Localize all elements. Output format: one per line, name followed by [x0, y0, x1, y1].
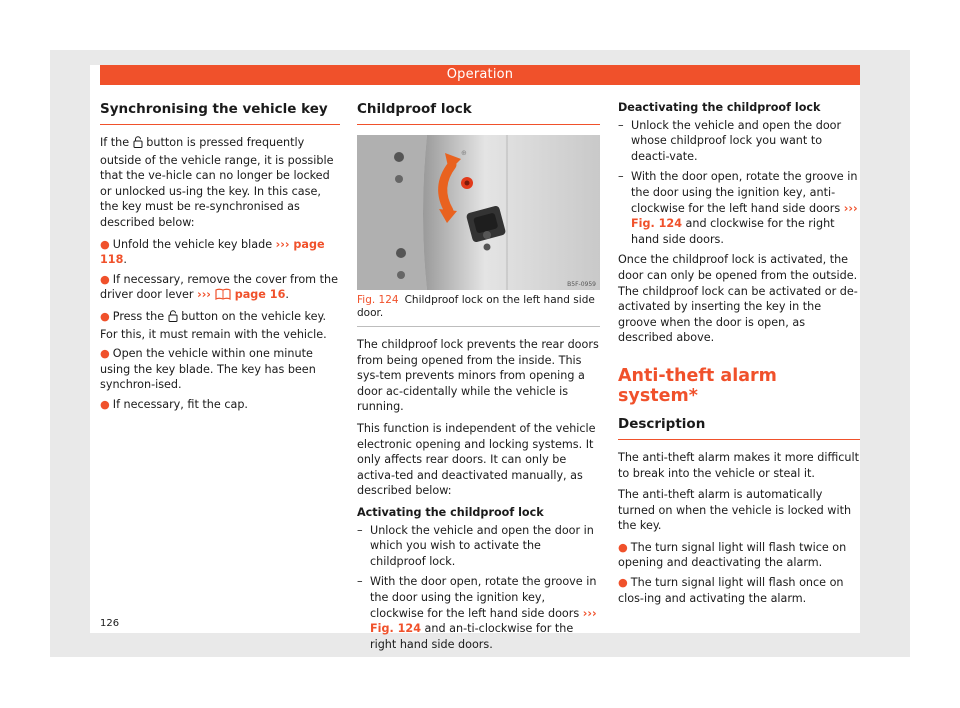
step-activate-unlock: – Unlock the vehicle and open the door in which you wish to activate the childproof lock.: [357, 523, 600, 570]
list-item-remove-cover: ● If necessary, remove the cover from the driver door lever ››› page 16.: [100, 272, 340, 305]
list-item-open-vehicle: ● Open the vehicle within one minute using the key blade. The key has been synchron-ised.: [100, 347, 316, 392]
heading-anti-theft-alarm: Anti-theft alarm system*: [618, 365, 777, 406]
list-item-unfold-blade: ● Unfold the vehicle key blade ››› page 118.: [100, 237, 325, 267]
bullet-icon: ●: [618, 540, 628, 554]
unlock-icon: [168, 310, 178, 327]
paragraph-childproof-intro: The childproof lock prevents the rear doors from being opened from the inside. This sys-tem prevents minors from opening a door ac-cidentally while the vehicle is running.: [357, 338, 599, 414]
section-header: Operation: [100, 65, 860, 85]
list-item-fit-cap: ● If necessary, fit the cap.: [100, 397, 248, 411]
heading-activating: Activating the childproof lock: [357, 505, 544, 519]
bullet-icon: ●: [618, 576, 628, 590]
heading-synchronising: Synchronising the vehicle key: [100, 101, 340, 125]
column-deactivating-alarm: [618, 95, 860, 610]
paragraph-childproof-activated: Once the childproof lock is activated, the door can only be opened from the outside. The childproof lock can be activated or de-activated by inserting the key in the groove when the door is open, as described above.: [618, 253, 858, 345]
svg-text:⊕: ⊕: [461, 149, 467, 157]
door-lock-illustration: [357, 135, 600, 290]
paragraph-childproof-function: This function is independent of the vehicle electronic opening and locking systems. It only affects rear doors. It can only be activa-ted and deactivated manually, as described below:: [357, 421, 596, 498]
step-deactivate-unlock: – Unlock the vehicle and open the door whose childproof lock you want to deacti-vate.: [618, 118, 860, 165]
figure-link-124[interactable]: ››› Fig. 124: [631, 201, 858, 231]
step-deactivate-rotate: – With the door open, rotate the groove in the door using the ignition key, anti-clockwise for the left hand side doors ››› Fig. 124 and clockwise for the right hand side doors.: [618, 169, 860, 247]
figure-link-124[interactable]: ››› Fig. 124: [370, 606, 597, 636]
list-item-press-button: ● Press the button on the vehicle key. For this, it must remain with the vehicle.: [100, 309, 327, 341]
bullet-icon: ●: [100, 309, 110, 323]
heading-childproof-lock: Childproof lock: [357, 101, 600, 125]
step-activate-rotate: – With the door open, rotate the groove in the door using the ignition key, clockwise for the left hand side doors ››› Fig. 124 and an-ti-clockwise for the right hand side doors.: [357, 574, 600, 652]
list-item-flash-twice: ● The turn signal light will flash twice on opening and deactivating the alarm.: [618, 540, 847, 570]
column-synchronising: [100, 95, 340, 417]
heading-deactivating: Deactivating the childproof lock: [618, 101, 821, 114]
heading-description: Description: [618, 416, 860, 440]
figure-caption: Fig. 124 Childproof lock on the left hand side door.: [357, 294, 600, 327]
bullet-icon: ●: [100, 347, 110, 361]
list-item-flash-once: ● The turn signal light will flash once on clos-ing and activating the alarm.: [618, 576, 844, 605]
page-link-16[interactable]: ››› page 16: [197, 288, 285, 301]
paragraph-alarm-purpose: The anti-theft alarm makes it more difficult to break into the vehicle or steal it.: [618, 450, 860, 480]
figure-label: Fig. 124: [357, 294, 399, 306]
page-link-118[interactable]: ››› page 118: [100, 237, 325, 267]
paragraph-alarm-activation: The anti-theft alarm is automatically turned on when the vehicle is locked with the key.: [618, 488, 852, 533]
paragraph-sync-intro: If the button is pressed frequently outside of the vehicle range, it is possible that the ve-hicle can no longer be locked or unlocked us-ing the key. In this case, the key must be re-synchronised as described below:: [100, 136, 334, 229]
bullet-icon: ●: [100, 237, 110, 251]
figure-code: B5F-0959: [567, 281, 596, 288]
bullet-icon: ●: [100, 272, 110, 286]
bullet-icon: ●: [100, 397, 110, 411]
book-icon: [215, 288, 231, 305]
figure-childproof-lock: [357, 135, 600, 290]
page-number: 126: [100, 618, 120, 629]
unlock-icon: [133, 136, 143, 153]
column-childproof: [357, 95, 600, 657]
